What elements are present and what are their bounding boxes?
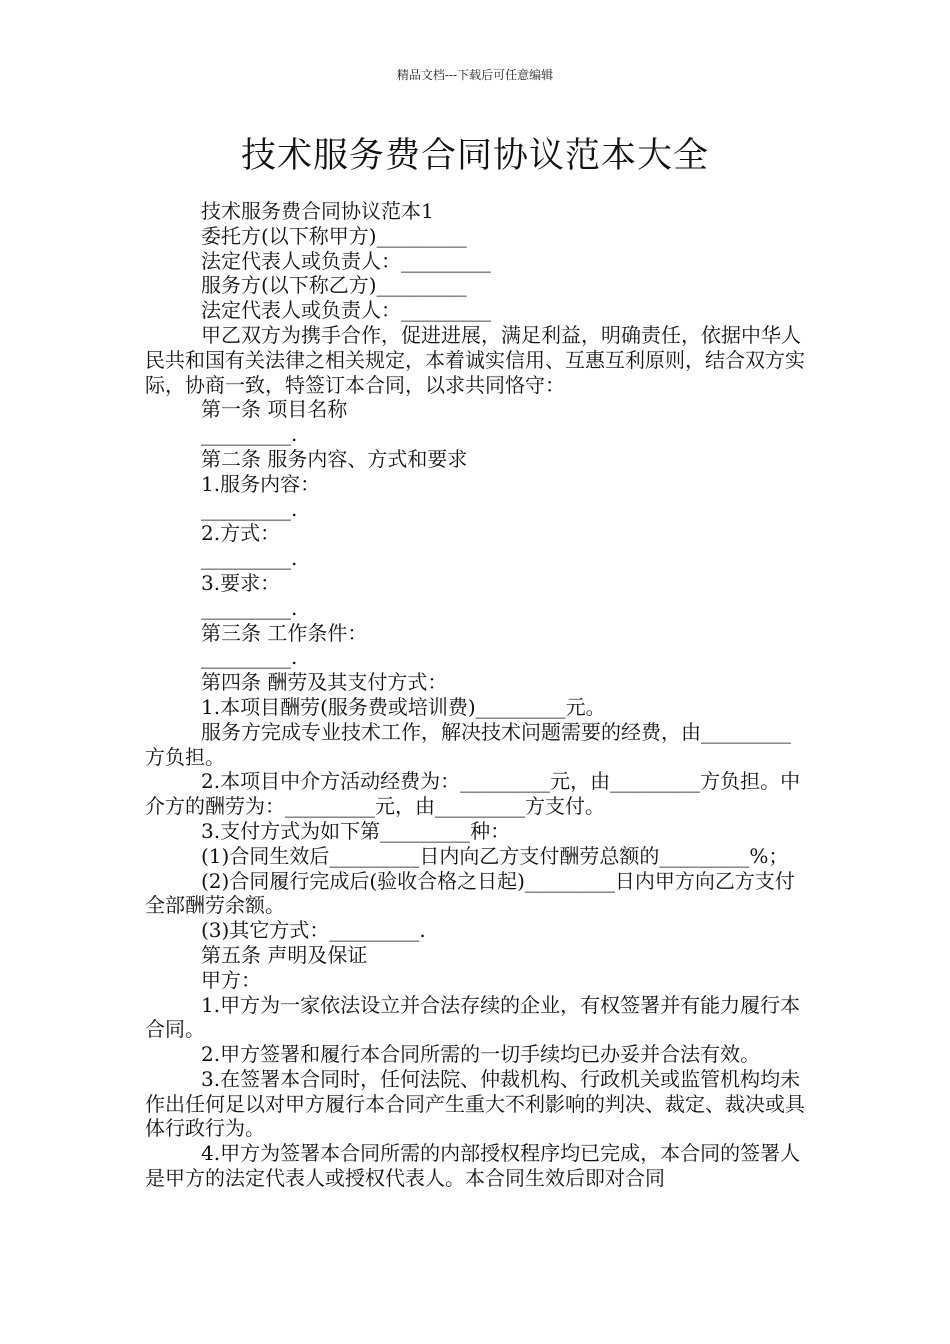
paragraph-sample-heading: 技术服务费合同协议范本1 (201, 199, 434, 223)
paragraph-blank: _________. (201, 595, 298, 620)
paragraph-requirements: 3.要求： (201, 570, 281, 595)
paragraph-warranty-4: 4.甲方为签署本合同所需的内部授权程序均已完成，本合同的签署人是甲方的法定代表人或授权代表人。本合同生效后即对合同 (145, 1141, 801, 1191)
paragraph-article-3: 第三条 工作条件： (201, 620, 368, 645)
paragraph-blank: _________. (201, 645, 298, 670)
paragraph-warranty-1: 1.甲方为一家依法设立并合法存续的企业，有权签署并有能力履行本合同。 (145, 992, 801, 1042)
paragraph-warranty-2: 2.甲方签署和履行本合同所需的一切手续均已办妥并合法有效。 (201, 1042, 761, 1067)
paragraph-party-b: 服务方(以下称乙方)_________ (201, 273, 467, 298)
paragraph-party-b-representative: 法定代表人或负责人：_________ (201, 298, 491, 323)
paragraph-party-a-label: 甲方： (201, 967, 261, 992)
paragraph-warranty-3: 3.在签署本合同时，任何法院、仲裁机构、行政机关或监管机构均未作出任何足以对甲方履行本合同产生重大不利影响的判决、裁定、裁决或具体行政行为。 (145, 1066, 805, 1141)
paragraph-service-content: 1.服务内容： (201, 471, 321, 496)
document-title: 技术服务费合同协议范本大全 (240, 136, 709, 176)
paragraph-article-2: 第二条 服务内容、方式和要求 (201, 446, 468, 471)
paragraph-payment-method: 3.支付方式为如下第_________种： (201, 818, 511, 843)
paragraph-article-1: 第一条 项目名称 (201, 397, 348, 422)
paragraph-blank: _________. (201, 496, 298, 521)
paragraph-intermediary-fees: 2.本项目中介方活动经费为：_________元，由_________方负担。中介方的酬劳为：_________元，由_________方支付。 (145, 769, 801, 819)
paragraph-party-a-representative: 法定代表人或负责人：_________ (201, 248, 491, 273)
page-header-note: 精品文档---下载后可任意编辑 (396, 68, 554, 82)
paragraph-preamble: 甲乙双方为携手合作，促进进展，满足利益，明确责任，依据中华人民共和国有关法律之相关规定，本着诚实信用、互惠互利原则，结合双方实际，协商一致，特签订本合同，以求共同恪守： (145, 322, 805, 397)
paragraph-payment-option-1: (1)合同生效后_________日内向乙方支付酬劳总额的_________%； (201, 843, 789, 868)
paragraph-method: 2.方式： (201, 521, 281, 546)
paragraph-remuneration: 1.本项目酬劳(服务费或培训费)_________元。 (201, 694, 606, 719)
paragraph-payment-option-3: (3)其它方式：_________. (201, 918, 426, 943)
paragraph-blank: _________. (201, 546, 298, 571)
paragraph-article-5: 第五条 声明及保证 (201, 942, 368, 967)
document-body (145, 199, 810, 1191)
paragraph-article-4: 第四条 酬劳及其支付方式： (201, 670, 448, 695)
paragraph-expenses: 服务方完成专业技术工作，解决技术问题需要的经费，由_________方负担。 (145, 719, 791, 769)
paragraph-blank: _________. (201, 422, 298, 447)
paragraph-party-a: 委托方(以下称甲方)_________ (201, 223, 467, 248)
paragraph-payment-option-2: (2)合同履行完成后(验收合格之日起)_________日内甲方向乙方支付全部酬劳余额。 (145, 868, 795, 918)
